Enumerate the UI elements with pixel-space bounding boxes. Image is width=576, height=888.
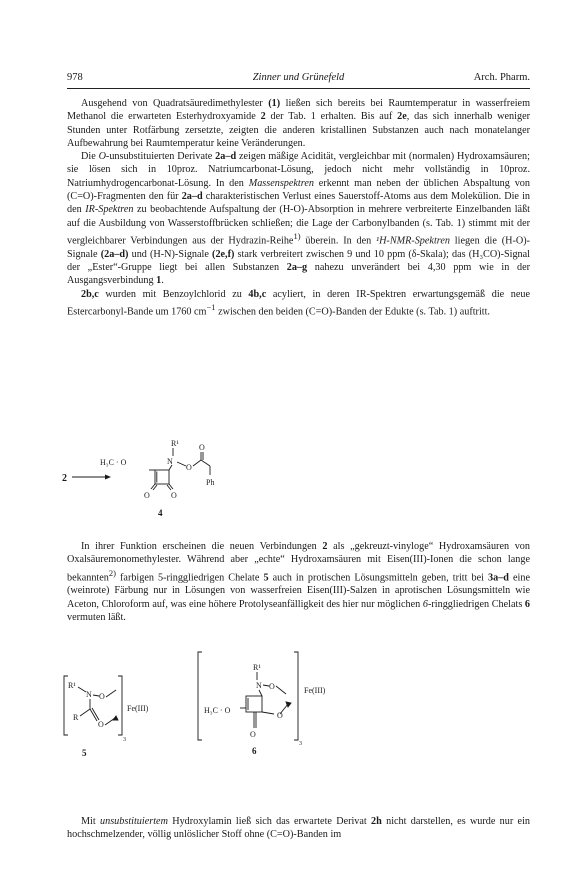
metal-label: Fe(III): [127, 704, 149, 713]
oxygen-right-label: O: [277, 711, 283, 720]
methoxy-label: H₃C · O: [204, 706, 231, 715]
paragraph-spectra: Die O-unsubstituierten Derivate 2a–d zeigen mäßige Acidität, vergleichbar mit (normalen) Hydroxamsäuren; sie lösen sich in 10proz. Natriumcarbonat-Lösung, jedoch nicht mehr vollständig in 10proz. Natriumhydrogencarbonat-Lösung. In den Massenspektren erkennt man neben der üblichen Abspaltung von (C=O)-Fragmenten den für 2a–d charakteristischen Verlust eines Sauerstoff-Atoms aus dem Molekülion. Die in den IR-Spektren zu beobachtende Aufspaltung der (H-O)-Absorption in mehrere verbreiterte Einzelbanden läßt auf die Ausbildung von Wasserstoffbrücken schließen; die Lage der Carbonylbanden (s. Tab. 1) stimmt mit der vergleichbarer Verbindungen aus der Hydrazin-Reihe$^{1)}$ überein. In den ¹H-NMR-Spektren liegen die (H-O)-Signale (2a–d) und (H-N)-Signale (2e,f) stark verbreitert zwischen 9 und 10 ppm (δ-Skala); das (H₃CO)-Signal der „Ester“-Gruppe liegt bei allen Substanzen 2a–g nahezu unverändert bei 4,30 ppm wie in der Ausgangsverbindung 1.: [67, 151, 531, 287]
nitrogen-label: N: [256, 681, 262, 690]
chelate-6-structure: [196, 648, 396, 758]
scheme-compound-4: [60, 432, 260, 532]
ring-oxygen-left: O: [144, 491, 150, 500]
ring-oxygen-right: O: [171, 491, 177, 500]
cyclobutene-ring: [149, 448, 210, 490]
chelate-6-bonds: [240, 672, 291, 728]
oxygen-top-label: O: [269, 682, 275, 691]
paragraph-chelates: In ihrer Funktion erscheinen die neuen Verbindungen 2 als „gekreuzt-vinyloge“ Hydroxamsäuren von Oxalsäuremonomethylester. Während aber „echte“ Hydroxamsäuren mit Eisen(III)-Ionen die schon lange bekannten$^{2)}$ farbigen 5-ringgliedrigen Chelate 5 auch in protischen Lösungsmitteln geben, tritt bei 3a–d eine (weinrote) Färbung nur in Lösungen von wasserfreien Eisen(III)-Salzen in aprotischen Lösungsmitteln wie Aceton, Chloroform auf, was eine höhere Protolyseanfälligkeit des hier nur möglichen 6-ringgliedrigen Chelats 6 vermuten läßt.: [67, 541, 531, 623]
oxygen-bottom-label: O: [250, 730, 256, 739]
carbonyl-oxygen-label: O: [199, 443, 205, 452]
nitrogen-label: N: [86, 690, 92, 699]
body-text-middle: [67, 540, 530, 624]
reactant-label: 2: [62, 473, 67, 484]
running-header: [67, 72, 530, 86]
stoichiometry-subscript: 3: [299, 741, 302, 747]
reaction-arrow: [72, 475, 111, 480]
paragraph-synthesis: Ausgehend von Quadratsäuredimethylester (1) ließen sich bereits bei Raumtemperatur in wasserfreiem Methanol die erwarteten Esterhydroxyamide 2 der Tab. 1 erhalten. Bis auf 2e, das sich innerhalb weniger Stunden unter Rotfärbung zersetzte, zeigten die anderen kristallinen Substanzen auch nach monatelanger Aufbewahrung bei Raumtemperatur keine Veränderungen.: [67, 98, 530, 149]
nitrogen-label: N: [167, 457, 173, 466]
compound-5-label: 5: [82, 748, 87, 758]
oxygen-top-label: O: [99, 692, 105, 701]
running-title-authors: Zinner und Grünefeld: [252, 72, 345, 83]
compound-4-label: 4: [158, 508, 163, 518]
r1-label: R¹: [171, 439, 179, 448]
body-text-upper: [67, 97, 530, 319]
r-label: R: [73, 713, 79, 722]
r1-label: R¹: [253, 663, 261, 672]
stoichiometry-subscript: 3: [123, 737, 126, 743]
page-number: 978: [67, 72, 83, 83]
header-rule: [67, 88, 530, 89]
metal-label: Fe(III): [304, 686, 326, 695]
paragraph-acylation: 2b,c wurden mit Benzoylchlorid zu 4b,c acyliert, in deren IR-Spektren erwartungsgemäß die neue Estercarbonyl-Bande um 1760 $cm^{-1}$ zwischen den beiden (C=O)-Banden der Edukte (s. Tab. 1) auftritt.: [67, 288, 531, 318]
oxygen-bottom-label: O: [98, 720, 104, 729]
paragraph-hydroxylamine: Mit unsubstituiertem Hydroxylamin ließ sich das erwartete Derivat 2h nicht darstellen, es wurde nur ein hochschmelzender, völlig unlöslicher Stoff ohne (C=O)-Banden im: [67, 816, 530, 841]
journal-name: Arch. Pharm.: [473, 72, 530, 83]
body-text-lower: [67, 815, 530, 842]
oxygen-link-label: O: [186, 463, 192, 472]
chelate-5-structure: [62, 668, 192, 763]
phenyl-label: Ph: [206, 478, 215, 487]
methoxy-label: H₃C · O: [100, 458, 127, 467]
compound-6-label: 6: [252, 746, 257, 756]
r1-label: R¹: [68, 681, 76, 690]
